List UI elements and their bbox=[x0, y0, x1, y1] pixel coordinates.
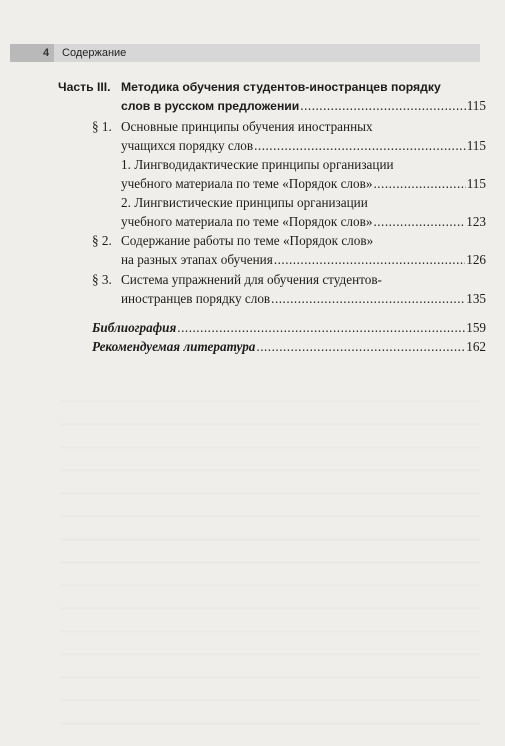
toc-entry-subsection2 bbox=[121, 212, 486, 232]
page-ref: 135 bbox=[466, 291, 486, 306]
subsection-title-line2: учебного материала по теме «Порядок слов» bbox=[121, 176, 373, 191]
toc-entry-part3 bbox=[121, 96, 486, 116]
dot-leader bbox=[177, 318, 465, 338]
part-title-line2: слов в русском предложении bbox=[121, 99, 300, 113]
recommended-label: Рекомендуемая литература bbox=[92, 339, 256, 354]
dot-leader bbox=[271, 289, 465, 309]
subsection-title-line1: 1. Лингводидактические принципы организации bbox=[121, 157, 394, 172]
section-title-line2: иностранцев порядку слов bbox=[121, 291, 271, 306]
page-ref: 123 bbox=[466, 214, 486, 229]
section-mark: § 1. bbox=[92, 119, 112, 134]
bibliography-label: Библиография bbox=[92, 320, 177, 335]
subsection-title-line2: учебного материала по теме «Порядок слов» bbox=[121, 214, 373, 229]
part-label: Часть III. bbox=[58, 80, 111, 94]
part-title-line1: Методика обучения студентов-иностранцев порядку bbox=[121, 80, 441, 94]
running-header bbox=[10, 44, 480, 62]
section-title-line2: на разных этапах обучения bbox=[121, 252, 273, 267]
section-title-line1: Основные принципы обучения иностранных bbox=[121, 119, 373, 134]
toc-entry-subsection1 bbox=[121, 174, 486, 194]
page-ref: 115 bbox=[466, 98, 486, 113]
dot-leader bbox=[274, 250, 465, 270]
dot-leader bbox=[256, 337, 465, 357]
section-title-line1: Система упражнений для обучения студентов- bbox=[121, 272, 382, 287]
page-ref: 126 bbox=[466, 252, 486, 267]
toc-entry-bibliography bbox=[92, 318, 486, 338]
bleed-through-text bbox=[60, 380, 480, 740]
toc-entry-section2 bbox=[121, 250, 486, 270]
dot-leader bbox=[373, 174, 465, 194]
page-ref: 159 bbox=[466, 320, 486, 335]
page-number: 4 bbox=[43, 47, 50, 59]
toc-entry-section1 bbox=[121, 136, 486, 156]
page-ref: 162 bbox=[466, 339, 486, 354]
dot-leader bbox=[254, 136, 466, 156]
page-ref: 115 bbox=[466, 138, 486, 153]
subsection-title-line1: 2. Лингвистические принципы организации bbox=[121, 195, 368, 210]
toc-entry-section3 bbox=[121, 289, 486, 309]
section-mark: § 2. bbox=[92, 233, 112, 248]
section-title-line2: учащихся порядку слов bbox=[121, 138, 254, 153]
section-title-line1: Содержание работы по теме «Порядок слов» bbox=[121, 233, 374, 248]
page-ref: 115 bbox=[466, 176, 486, 191]
header-title: Содержание bbox=[62, 47, 127, 59]
dot-leader bbox=[373, 212, 465, 232]
toc-entry-recommended bbox=[92, 337, 486, 357]
dot-leader bbox=[300, 96, 465, 116]
section-mark: § 3. bbox=[92, 272, 112, 287]
